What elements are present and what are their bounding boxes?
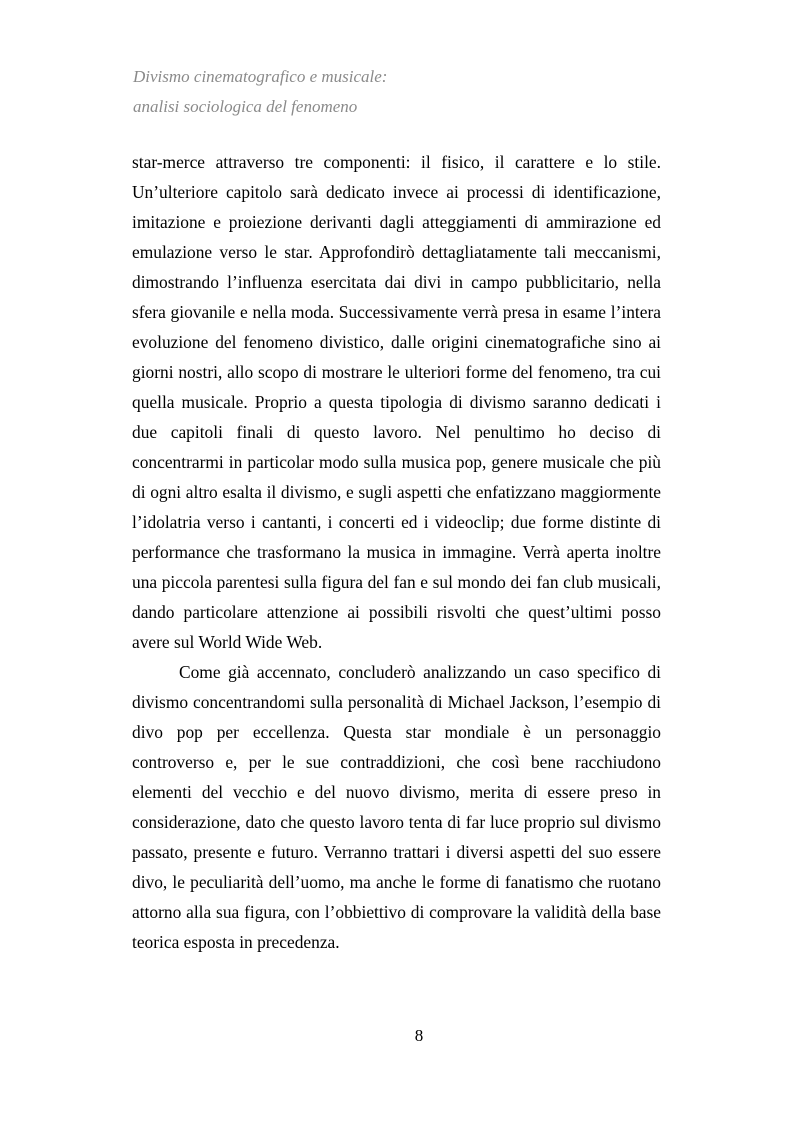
body-paragraph-1: star-merce attraverso tre componenti: il fisico, il carattere e lo stile. Un’ulteriore capitolo sarà dedicato invece ai processi di identificazione, imitazione e proiezione derivanti dagli atteggiamenti di ammirazione ed emulazione verso le star. Approfondirò dettagliatamente tali meccanismi, dimostrando l’influenza esercitata dai divi in campo pubblicitario, nella sfera giovanile e nella moda. Successivamente verrà presa in esame l’intera evoluzione del fenomeno divistico, dalle origini cinematografiche sino ai giorni nostri, allo scopo di mostrare le ulteriori forme del fenomeno, tra cui quella musicale. Proprio a questa tipologia di divismo saranno dedicati i due capitoli finali di questo lavoro. Nel penultimo ho deciso di concentrarmi in particolar modo sulla musica pop, genere musicale che più di ogni altro esalta il divismo, e sugli aspetti che enfatizzano maggiormente l’idolatria verso i cantanti, i concerti ed i videoclip; due forme distinte di performance che trasformano la musica in immagine. Verrà aperta inoltre una piccola parentesi sulla figura del fan e sul mondo dei fan club musicali, dando particolare attenzione ai possibili risvolti che quest’ultimi posso avere sul World Wide Web. [132, 152, 661, 652]
body-paragraph-2: Come già accennato, concluderò analizzando un caso specifico di divismo concentrandomi sulla personalità di Michael Jackson, l’esempio di divo pop per eccellenza. Questa star mondiale è un personaggio controverso e, per le sue contraddizioni, che così bene racchiudono elementi del vecchio e del nuovo divismo, merita di essere preso in considerazione, dato che questo lavoro tenta di far luce proprio sul divismo passato, presente e futuro. Verranno trattari i diversi aspetti del suo essere divo, le peculiarità dell’uomo, ma anche le forme di fanatismo che ruotano attorno alla sua figura, con l’obbiettivo di comprovare la validità della base teorica esposta in precedenza. [132, 662, 661, 952]
main-text [132, 147, 661, 957]
header-title-line-2: analisi sociologica del fenomeno [133, 97, 358, 116]
header-title-line-1: Divismo cinematografico e musicale: [133, 67, 388, 86]
page-number: 8 [414, 1026, 424, 1045]
running-header [133, 62, 693, 122]
